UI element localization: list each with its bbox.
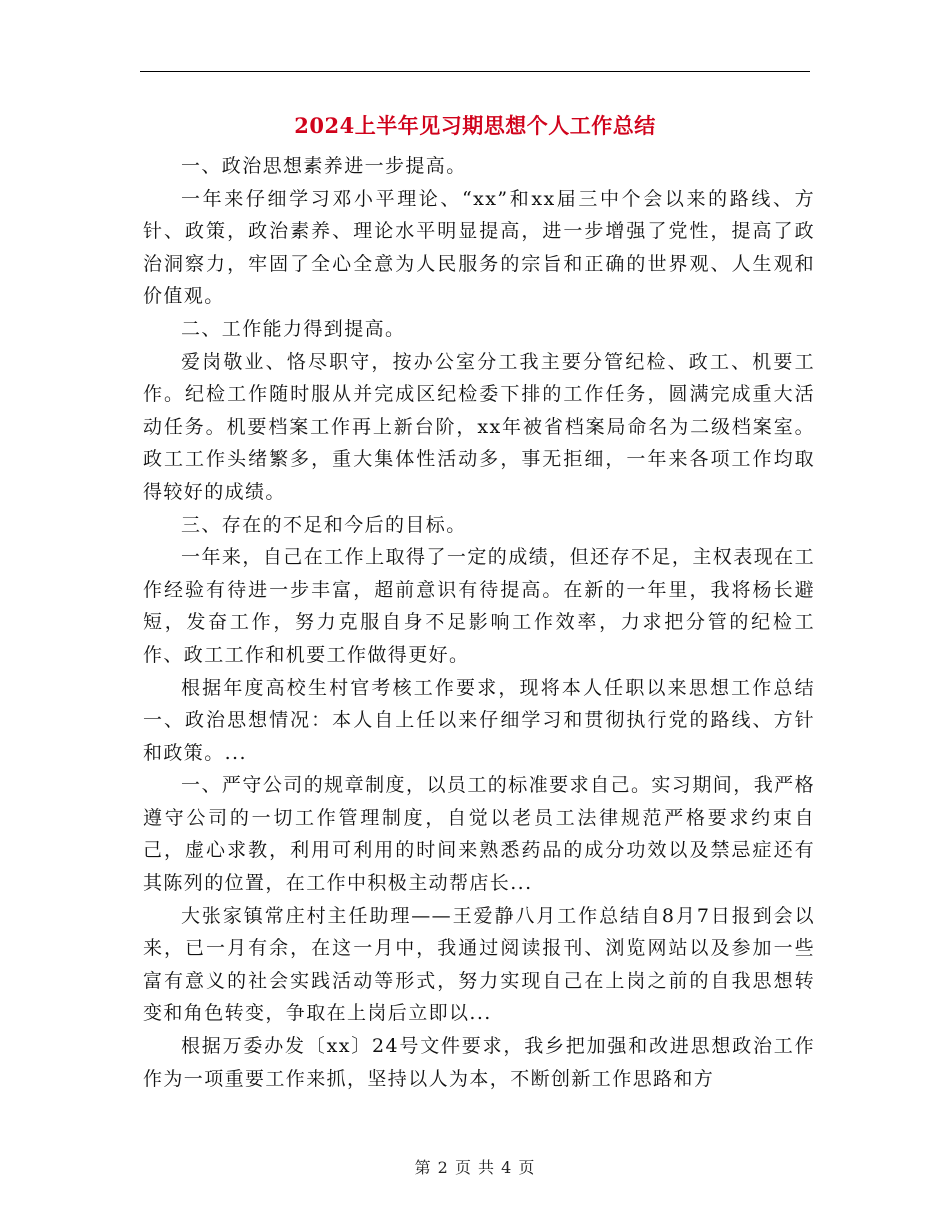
- paragraph: 爱岗敬业、恪尽职守，按办公室分工我主要分管纪检、政工、机要工作。纪检工作随时服从并完成区纪检委下排的工作任务，圆满完成重大活动任务。机要档案工作再上新台阶，xx年被省档案局命名为二级档案室。政工工作头绪繁多，重大集体性活动多，事无拒细，一年来各项工作均取得较好的成绩。: [143, 350, 815, 503]
- document-body: [143, 150, 815, 1095]
- document-title: 2024上半年见习期思想个人工作总结: [294, 113, 656, 138]
- paragraph: 二、工作能力得到提高。: [181, 317, 406, 340]
- paragraph: 一、政治思想素养进一步提高。: [181, 155, 467, 177]
- page-number: 第 2 页 共 4 页: [414, 1158, 536, 1177]
- paragraph: 一年来，自己在工作上取得了一定的成绩，但还存不足，主权表现在工作经验有待进一步丰富，超前意识有待提高。在新的一年里，我将杨长避短，发奋工作，努力克服自身不足影响工作效率，力求把分管的纪检工作、政工工作和机要工作做得更好。: [143, 546, 815, 666]
- paragraph: 三、存在的不足和今后的目标。: [181, 513, 467, 536]
- paragraph: 根据万委办发〔xx〕24号文件要求，我乡把加强和改进思想政治工作作为一项重要工作来抓，坚持以人为本，不断创新工作思路和方: [143, 1035, 815, 1090]
- paragraph: 大张家镇常庄村主任助理——王爱静八月工作总结自8月7日报到会以来，已一月有余，在这一月中，我通过阅读报刊、浏览网站以及参加一些富有意义的社会实践活动等形式，努力实现自己在上岗之前的自我思想转变和角色转变，争取在上岗后立即以...: [143, 904, 815, 1025]
- paragraph: 根据年度高校生村官考核工作要求，现将本人任职以来思想工作总结一、政治思想情况：本人自上任以来仔细学习和贯彻执行党的路线、方针和政策。...: [143, 676, 815, 764]
- paragraph: 一年来仔细学习邓小平理论、“xx”和xx届三中个会以来的路线、方针、政策，政治素养、理论水平明显提高，进一步增强了党性，提高了政治洞察力，牢固了全心全意为人民服务的宗旨和正确的世界观、人生观和价值观。: [143, 187, 815, 308]
- paragraph: 一、严守公司的规章制度，以员工的标准要求自己。实习期间，我严格遵守公司的一切工作管理制度，自觉以老员工法律规范严格要求约束自己，虚心求教，利用可利用的时间来熟悉药品的成分功效以及禁忌症还有其陈列的位置，在工作中积极主动帮店长...: [143, 774, 815, 895]
- header-rule: [140, 71, 810, 72]
